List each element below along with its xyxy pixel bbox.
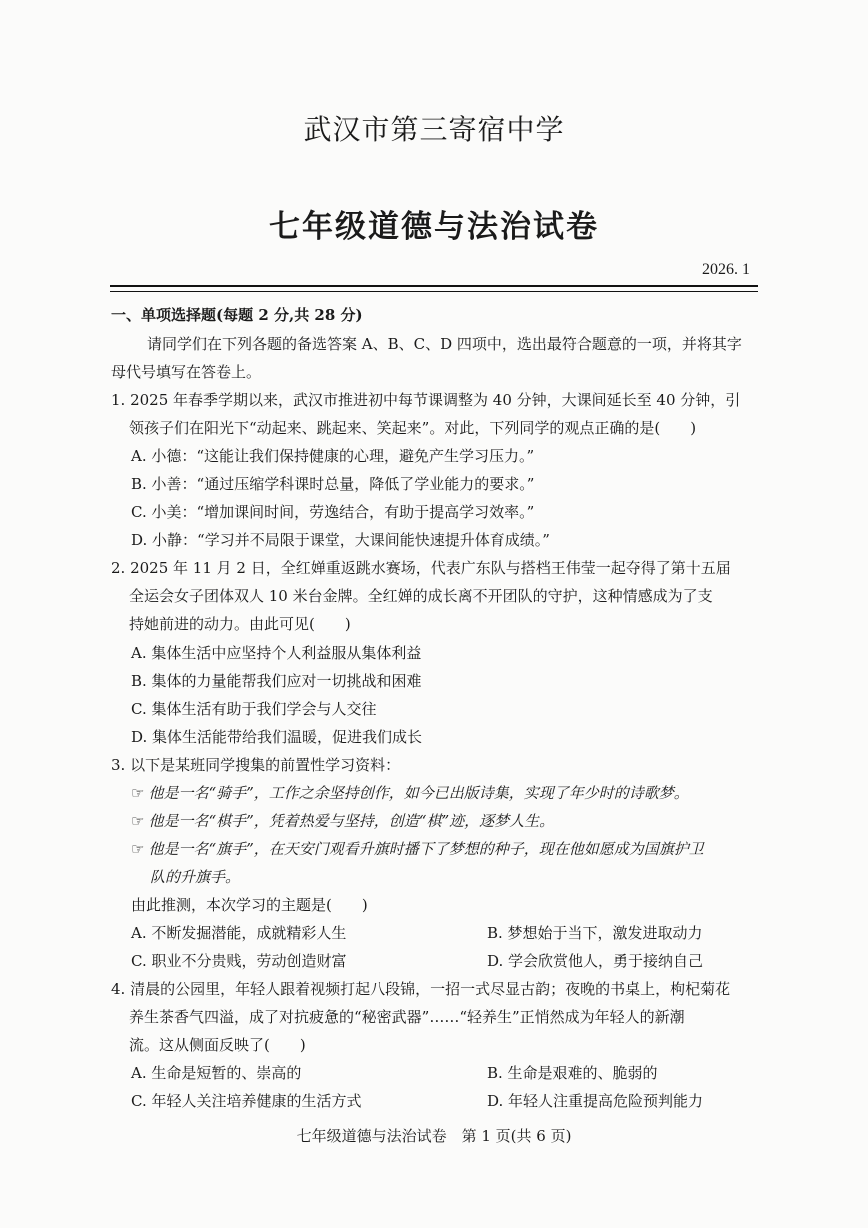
- question-4-stem: 流。这从侧面反映了( ): [129, 1036, 306, 1054]
- school-name: 武汉市第三寄宿中学: [303, 113, 565, 146]
- page-footer: 七年级道德与法治试卷 第 1 页(共 6 页): [296, 1127, 572, 1145]
- question-1-stem: 1. 2025 年春季学期以来，武汉市推进初中每节课调整为 40 分钟，大课间延长至 40 分钟，引: [111, 391, 741, 409]
- question-1-option-c: C. 小美：“增加课间时间，劳逸结合，有助于提高学习效率。”: [131, 503, 535, 521]
- question-4-option-a: A. 生命是短暂的、崇高的: [131, 1064, 302, 1082]
- question-4-option-b: B. 生命是艰难的、脆弱的: [487, 1064, 658, 1082]
- section-instruction: 母代号填写在答卷上。: [111, 363, 262, 381]
- question-3-material: ☞ 他是一名“旗手”，在天安门观看升旗时播下了梦想的种子，现在他如愿成为国旗护卫: [131, 840, 704, 858]
- pointing-hand-icon: ☞: [131, 840, 145, 858]
- question-1-option-b: B. 小善：“通过压缩学科课时总量，降低了学业能力的要求。”: [131, 475, 535, 493]
- question-4-option-c: C. 年轻人关注培养健康的生活方式: [131, 1092, 362, 1110]
- question-2-stem: 持她前进的动力。由此可见( ): [129, 615, 351, 633]
- question-1-option-a: A. 小德：“这能让我们保持健康的心理，避免产生学习压力。”: [131, 447, 535, 465]
- question-2-option-b: B. 集体的力量能帮我们应对一切挑战和困难: [131, 672, 422, 690]
- question-1-option-d: D. 小静：“学习并不局限于课堂，大课间能快速提升体育成绩。”: [131, 531, 550, 549]
- question-2-stem: 2. 2025 年 11 月 2 日，全红婵重返跳水赛场，代表广东队与搭档王伟莹一起夺得了第十五届: [111, 559, 731, 577]
- question-4-stem: 4. 清晨的公园里，年轻人跟着视频打起八段锦，一招一式尽显古韵；夜晚的书桌上，枸杞菊花: [111, 980, 731, 998]
- question-3-option-b: B. 梦想始于当下，激发进取动力: [487, 924, 703, 942]
- header-rule-thin: [110, 291, 758, 292]
- question-4-option-d: D. 年轻人注重提高危险预判能力: [487, 1092, 704, 1110]
- question-3-option-a: A. 不断发掘潜能，成就精彩人生: [131, 924, 347, 942]
- section-heading: 一、单项选择题(每题 2 分,共 28 分): [111, 306, 363, 324]
- question-3-prompt: 由此推测，本次学习的主题是( ): [131, 896, 368, 914]
- question-3-option-c: C. 职业不分贵贱，劳动创造财富: [131, 952, 347, 970]
- question-3-stem: 3. 以下是某班同学搜集的前置性学习资料：: [111, 756, 401, 774]
- question-4-stem: 养生茶香气四溢，成了对抗疲惫的“秘密武器”……“轻养生”正悄然成为年轻人的新潮: [129, 1008, 685, 1026]
- question-3-option-d: D. 学会欣赏他人，勇于接纳自己: [487, 952, 704, 970]
- question-3-material: ☞ 他是一名“骑手”，工作之余坚持创作，如今已出版诗集，实现了年少时的诗歌梦。: [131, 784, 689, 802]
- section-instruction: 请同学们在下列各题的备选答案 A、B、C、D 四项中，选出最符合题意的一项，并将其字: [147, 335, 742, 353]
- question-2-stem: 全运会女子团体双人 10 米台金牌。全红婵的成长离不开团队的守护，这种情感成为了支: [129, 587, 713, 605]
- question-2-option-d: D. 集体生活能带给我们温暖，促进我们成长: [131, 728, 423, 746]
- header-rule-thick: [110, 285, 758, 287]
- exam-title: 七年级道德与法治试卷: [269, 209, 599, 245]
- question-3-material: 队的升旗手。: [150, 868, 241, 886]
- question-1-stem: 领孩子们在阳光下“动起来、跳起来、笑起来”。对此，下列同学的观点正确的是( ): [129, 419, 697, 437]
- pointing-hand-icon: ☞: [131, 784, 145, 802]
- question-3-material: ☞ 他是一名“棋手”，凭着热爱与坚持，创造“棋”迹，逐梦人生。: [131, 812, 555, 830]
- exam-date: 2026. 1: [702, 261, 750, 278]
- pointing-hand-icon: ☞: [131, 812, 145, 830]
- question-2-option-a: A. 集体生活中应坚持个人利益服从集体利益: [131, 644, 422, 662]
- question-2-option-c: C. 集体生活有助于我们学会与人交往: [131, 700, 377, 718]
